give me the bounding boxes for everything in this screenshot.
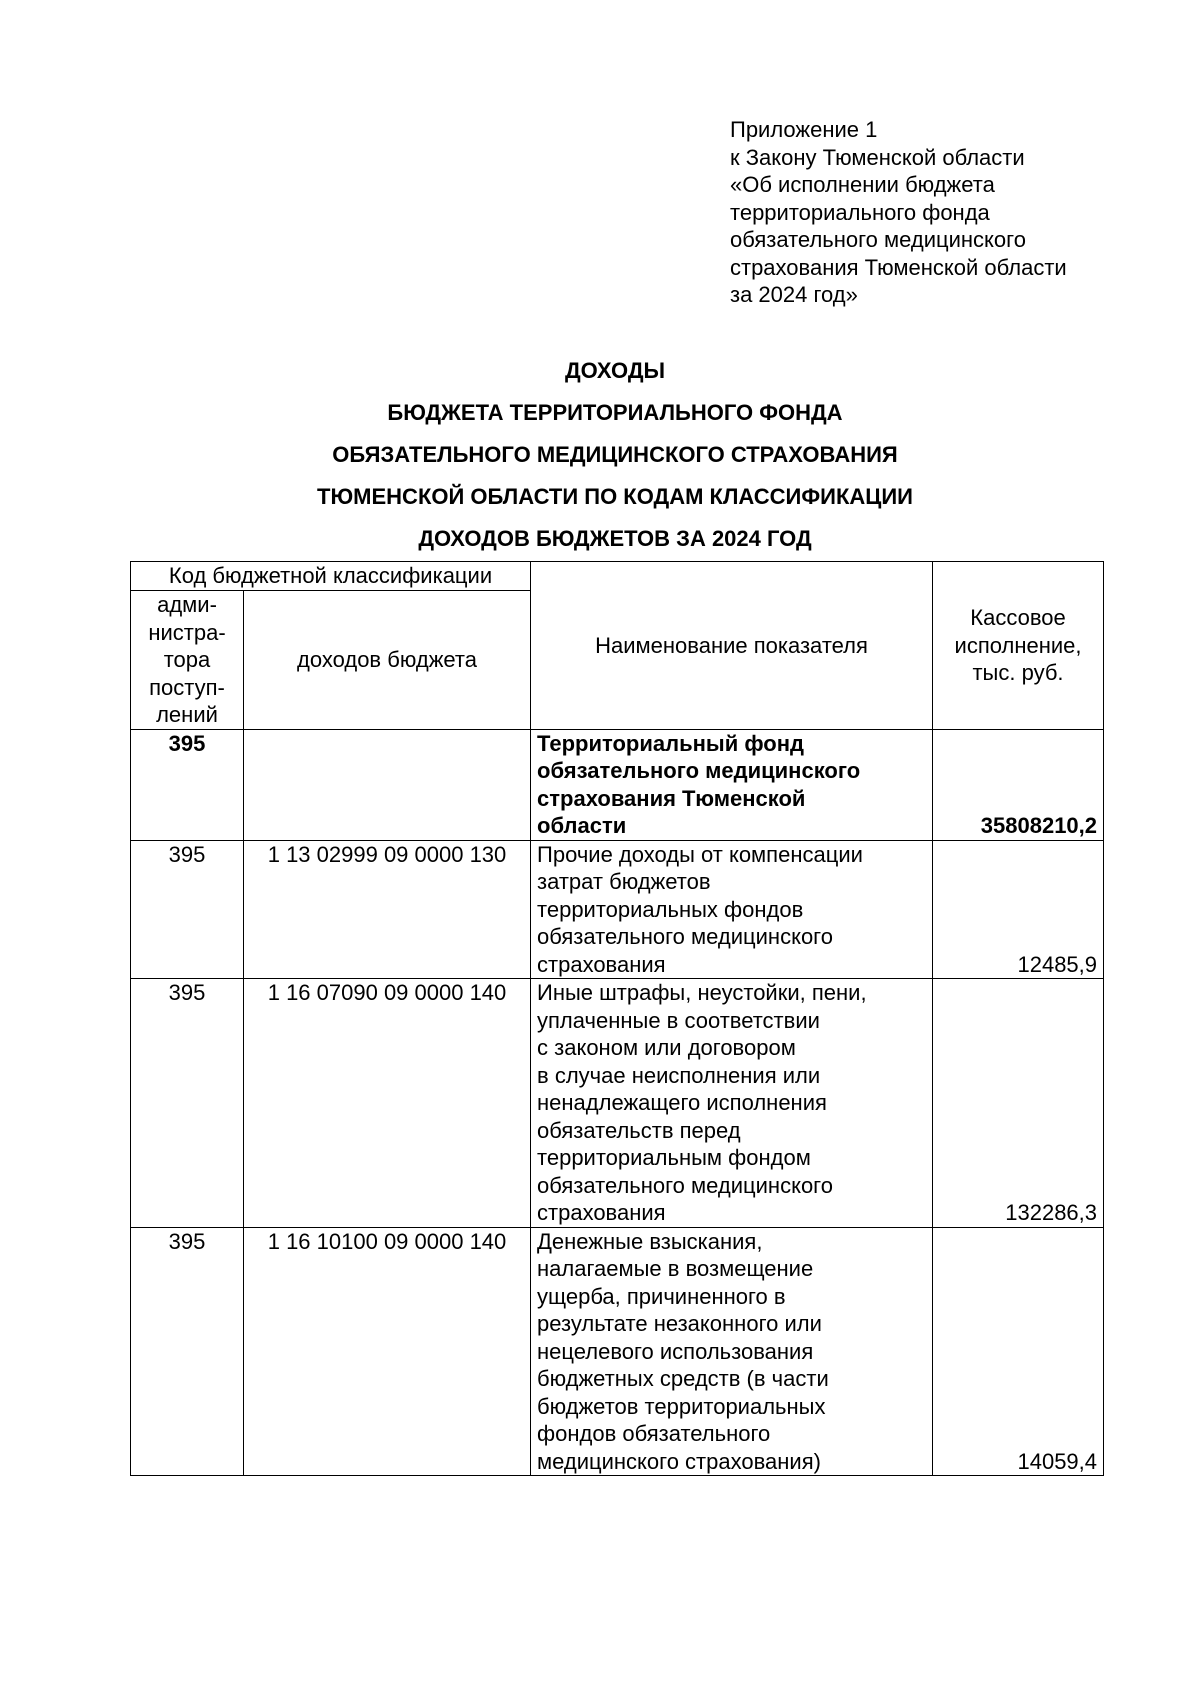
header-amount-line: исполнение,: [954, 632, 1082, 658]
header-cash-execution: [933, 562, 1104, 730]
header-admin-line: нистра-: [148, 619, 226, 645]
cell-admin-code: 395: [131, 729, 244, 840]
title-line: ДОХОДОВ БЮДЖЕТОВ ЗА 2024 ГОД: [418, 526, 812, 551]
cell-admin-code: 395: [131, 979, 244, 1228]
cell-admin-code: 395: [131, 840, 244, 979]
title-line: БЮДЖЕТА ТЕРРИТОРИАЛЬНОГО ФОНДА: [387, 400, 843, 425]
name-line: медицинского страхования): [537, 1448, 821, 1474]
cell-amount: 12485,9: [933, 840, 1104, 979]
name-line: обязательств перед: [537, 1117, 741, 1143]
name-line: территориальным фондом: [537, 1145, 811, 1170]
name-line: страхования Тюменской: [537, 785, 806, 811]
cell-indicator-name: [531, 979, 933, 1228]
name-line: Территориальный фонд: [537, 730, 804, 756]
name-line: нецелевого использования: [537, 1338, 814, 1364]
appendix-line: «Об исполнении бюджета: [730, 172, 995, 197]
name-line: бюджетов территориальных: [537, 1393, 826, 1419]
cell-amount: 132286,3: [933, 979, 1104, 1228]
appendix-line: к Закону Тюменской области: [730, 144, 1025, 170]
header-amount-line: Кассовое: [970, 605, 1066, 630]
name-line: обязательного медицинского: [537, 924, 833, 949]
name-line: в случае неисполнения или: [537, 1062, 821, 1088]
name-line: фондов обязательного: [537, 1421, 771, 1446]
name-line: Прочие доходы от компенсации: [537, 841, 863, 867]
name-line: территориальных фондов: [537, 896, 804, 922]
table-row: [131, 979, 1104, 1228]
appendix-note: [730, 116, 1150, 309]
header-indicator-name: Наименование показателя: [531, 562, 933, 730]
name-line: с законом или договором: [537, 1035, 796, 1060]
name-line: ненадлежащего исполнения: [537, 1090, 827, 1115]
cell-revenue-code: [244, 729, 531, 840]
cell-revenue-code: 1 13 02999 09 0000 130: [244, 840, 531, 979]
cell-revenue-code: 1 16 07090 09 0000 140: [244, 979, 531, 1228]
cell-indicator-name: [531, 840, 933, 979]
appendix-line: Приложение 1: [730, 117, 878, 142]
name-line: Иные штрафы, неустойки, пени,: [537, 980, 867, 1005]
table-row: [131, 729, 1104, 840]
title-line: ТЮМЕНСКОЙ ОБЛАСТИ ПО КОДАМ КЛАССИФИКАЦИИ: [317, 484, 913, 509]
name-line: результате незаконного или: [537, 1311, 822, 1336]
cell-admin-code: 395: [131, 1227, 244, 1476]
appendix-line: обязательного медицинского: [730, 227, 1026, 252]
cell-amount: 35808210,2: [933, 729, 1104, 840]
header-admin-line: лений: [156, 702, 218, 727]
header-classification-code: Код бюджетной классификации: [131, 562, 531, 591]
name-line: ущерба, причиненного в: [537, 1283, 786, 1309]
header-administrator: [131, 591, 244, 730]
name-line: страхования: [537, 1200, 666, 1225]
title-line: ОБЯЗАТЕЛЬНОГО МЕДИЦИНСКОГО СТРАХОВАНИЯ: [332, 442, 898, 467]
name-line: затрат бюджетов: [537, 869, 711, 894]
appendix-line: территориального фонда: [730, 199, 990, 225]
appendix-line: за 2024 год»: [730, 282, 858, 307]
name-line: уплаченные в соответствии: [537, 1007, 820, 1033]
table-header-row: [131, 562, 1104, 591]
name-line: обязательного медицинского: [537, 758, 861, 783]
header-admin-line: тора: [163, 647, 211, 672]
name-line: налагаемые в возмещение: [537, 1256, 814, 1281]
header-admin-line: адми-: [157, 592, 217, 617]
cell-indicator-name: [531, 729, 933, 840]
cell-revenue-code: 1 16 10100 09 0000 140: [244, 1227, 531, 1476]
name-line: страхования: [537, 951, 666, 977]
revenue-table: [130, 561, 1104, 1476]
table-row: [131, 840, 1104, 979]
name-line: Денежные взыскания,: [537, 1228, 763, 1254]
cell-amount: 14059,4: [933, 1227, 1104, 1476]
header-amount-line: тыс. руб.: [972, 660, 1064, 685]
document-title: [130, 350, 1100, 560]
title-line: ДОХОДЫ: [564, 358, 666, 383]
header-admin-line: поступ-: [149, 674, 225, 700]
header-budget-revenue-code: доходов бюджета: [244, 591, 531, 730]
name-line: области: [537, 813, 627, 838]
appendix-line: страхования Тюменской области: [730, 254, 1067, 280]
cell-indicator-name: [531, 1227, 933, 1476]
name-line: бюджетных средств (в части: [537, 1366, 829, 1391]
table-row: [131, 1227, 1104, 1476]
name-line: обязательного медицинского: [537, 1172, 833, 1198]
